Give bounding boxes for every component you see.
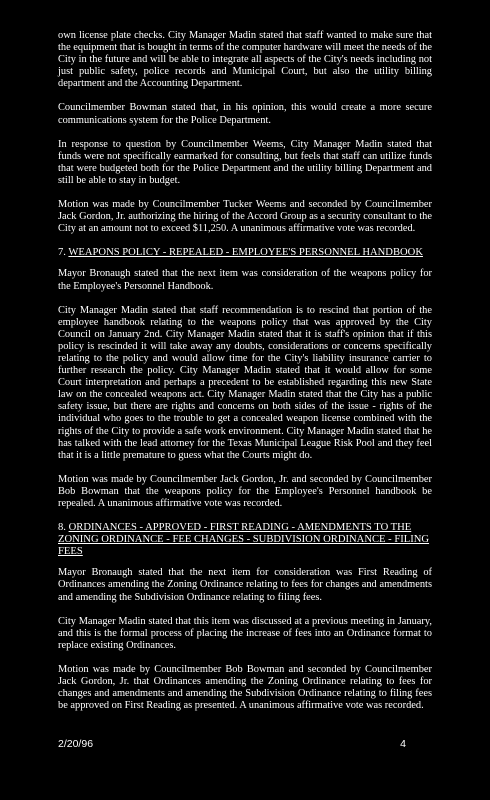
paragraph: Mayor Bronaugh stated that the next item for consideration was First Reading of Ordinances amending the Zoning Ordinance relating to fees for changes and amendments and amending the Subdivision Ordinance relating to filing fees. xyxy=(58,567,432,603)
paragraph: Motion was made by Councilmember Tucker Weems and seconded by Councilmember Jack Gordon, Jr. authorizing the hiring of the Accord Group as a security consultant to the City at an amount not to exceed $11,250. A unanimous affirmative vote was recorded. xyxy=(58,199,432,235)
page-footer xyxy=(58,738,406,750)
paragraph: Mayor Bronaugh stated that the next item was consideration of the weapons policy for the Employee's Personnel Handbook. xyxy=(58,268,432,292)
footer-date: 2/20/96 xyxy=(58,738,94,750)
section-7-heading xyxy=(58,247,432,259)
section-8-heading xyxy=(58,522,432,558)
paragraph: Councilmember Bowman stated that, in his opinion, this would create a more secure communications system for the Police Department. xyxy=(58,102,432,126)
section-title: ORDINANCES - APPROVED - FIRST READING - AMENDMENTS TO THE ZONING ORDINANCE - FEE CHANGES - SUBDIVISION ORDINANCE - FILING FEES xyxy=(58,522,430,558)
paragraph: City Manager Madin stated that staff recommendation is to rescind that portion of the employee handbook relating to the weapons policy that was approved by the City Council on January 2nd. City Manager Madin stated that it is staff's opinion that if this policy is rescinded it will take away any doubts, considerations or concerns specifically relating to the policy and would allow time for the City's liability insurance carrier to further research the policy. City Manager Madin stated that it would allow for some Court interpretation and perhaps a precedent to be established regarding this new State law on the concealed weapons act. City Manager Madin stated that the City has a public safety issue, but there are rights and concerns on both sides of the issue - rights of the individual who goes to the trouble to get a concealed weapon license combined with the rights of the City to provide a safe work environment. City Manager Madin stated that he has talked with the lead attorney for the Texas Municipal League Risk Pool and they feel that it is a little premature to guess what the Courts might do. xyxy=(58,304,432,461)
paragraph: own license plate checks. City Manager Madin stated that staff wanted to make sure that the equipment that is bought in terms of the computer hardware will meet the needs of the City in the future and will be able to integrate all aspects of the City's needs including not just public safety, police records and Municipal Court, but also the utility billing department and the Accounting Department. xyxy=(58,30,432,90)
section-title: WEAPONS POLICY - REPEALED - EMPLOYEE'S PERSONNEL HANDBOOK xyxy=(68,247,423,259)
paragraph: City Manager Madin stated that this item was discussed at a previous meeting in January, and this is the formal process of placing the increase of fees into an Ordinance format to replace existing Ordinances. xyxy=(58,615,432,651)
document-body xyxy=(58,30,432,724)
section-number: 8. xyxy=(58,522,66,534)
paragraph: Motion was made by Councilmember Jack Gordon, Jr. and seconded by Councilmember Bob Bowman that the weapons policy for the Employee's Personnel handbook be repealed. A unanimous affirmative vote was recorded. xyxy=(58,473,432,509)
section-number: 7. xyxy=(58,247,66,259)
page-number: 4 xyxy=(400,738,406,750)
paragraph: Motion was made by Councilmember Bob Bowman and seconded by Councilmember Jack Gordon, Jr. that Ordinances amending the Zoning Ordinance relating to fees for changes and amendments and amending the Subdivision Ordinance relating to filing fees be approved on First Reading as presented. A unanimous affirmative vote was recorded. xyxy=(58,663,432,712)
paragraph: In response to question by Councilmember Weems, City Manager Madin stated that funds were not specifically earmarked for consulting, but feels that staff can utilize funds that were budgeted both for the Police Department and the utility billing Department and still be able to stay in budget. xyxy=(58,138,432,186)
